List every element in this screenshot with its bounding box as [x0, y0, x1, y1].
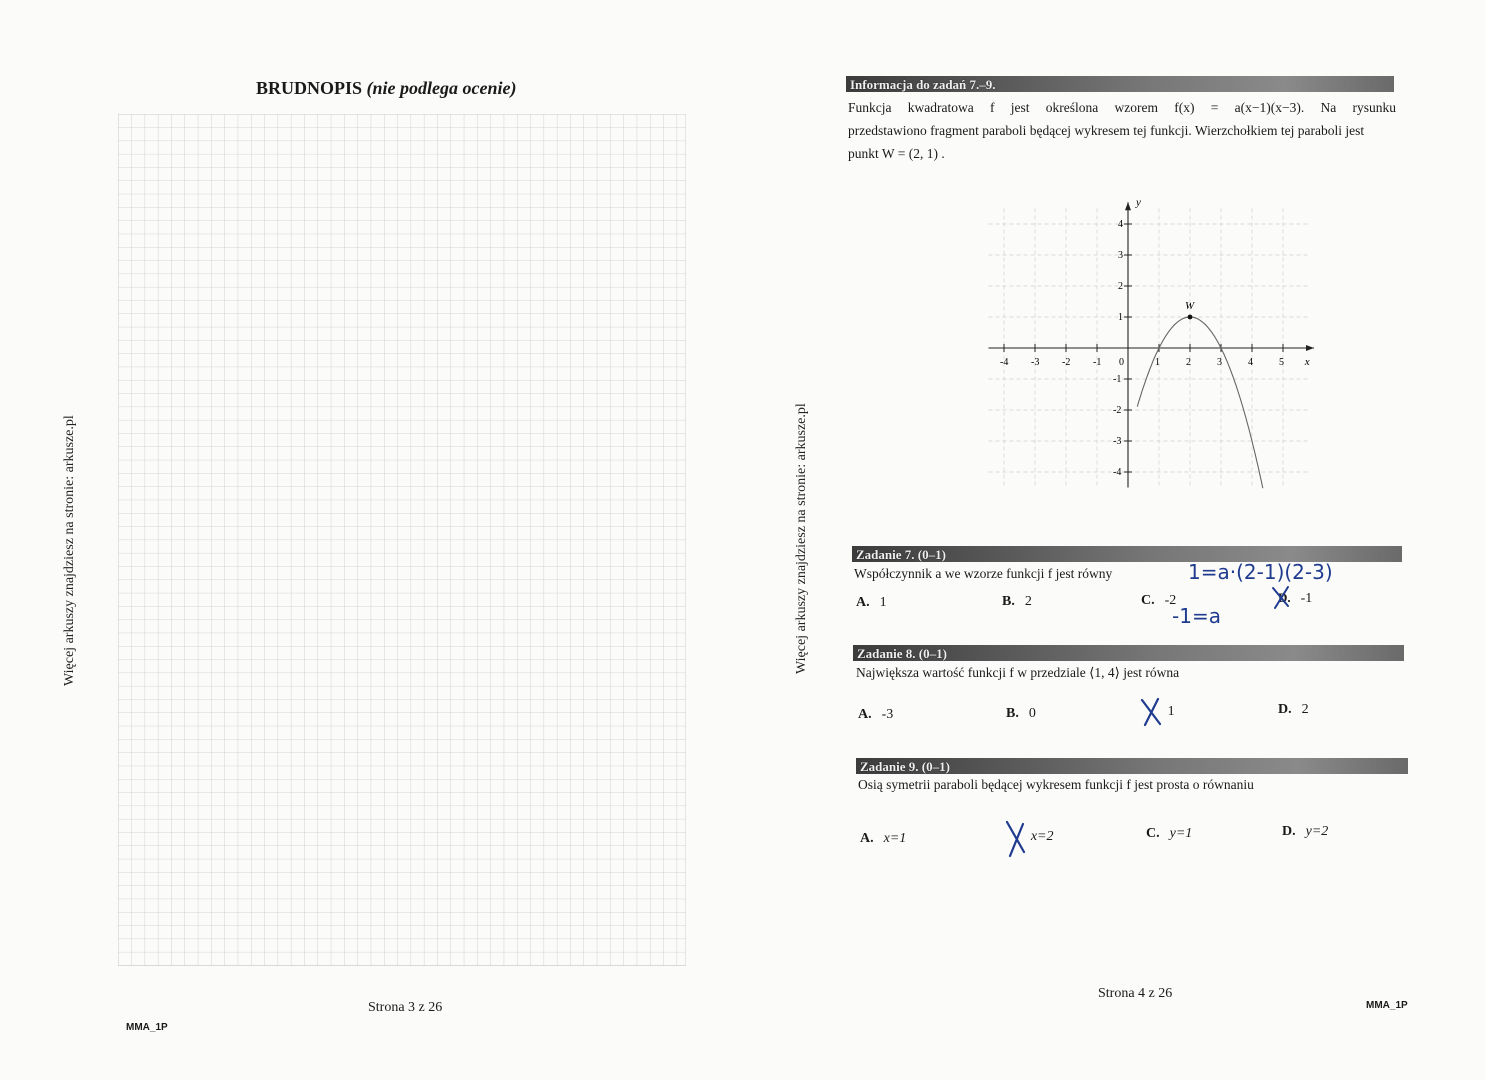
task8-option-d[interactable] [1278, 702, 1309, 718]
task9-option-a-letter: A. [860, 831, 874, 846]
task9-option-b-value: x=2 [1030, 829, 1054, 844]
task7-answer-mark [1270, 584, 1292, 610]
y-axis-label: y [1136, 196, 1141, 209]
right-side-note: Więcej arkuszy znajdziesz na stronie: arkusze.pl [794, 403, 809, 674]
task8-header: Zadanie 8. (0–1) [857, 646, 947, 661]
task7-option-c-value: -2 [1164, 593, 1177, 608]
task8-option-c-value: 1 [1167, 704, 1175, 719]
task7-option-b[interactable] [1002, 594, 1032, 610]
info-header-bar [846, 76, 1394, 92]
x-tick-label: 4 [1248, 357, 1253, 368]
task7-option-b-value: 2 [1024, 594, 1032, 609]
task8-option-a[interactable] [858, 707, 893, 723]
scratch-grid [118, 114, 686, 966]
task9-header: Zadanie 9. (0–1) [860, 759, 950, 774]
left-side-note: Więcej arkuszy znajdziesz na stronie: arkusze.pl [62, 415, 77, 686]
parabola-graph [980, 190, 1330, 502]
task7-option-a[interactable] [856, 595, 887, 611]
task9-option-a-value: x=1 [883, 831, 907, 846]
y-tick-label: 3 [1118, 250, 1123, 261]
task7-option-a-letter: A. [856, 595, 870, 610]
x-axis-label: x [1304, 356, 1310, 368]
task9-option-d-value: y=2 [1305, 824, 1329, 839]
task7-option-a-value: 1 [879, 595, 887, 610]
y-tick-label: 4 [1118, 219, 1123, 230]
vertex-label: W [1185, 300, 1195, 312]
parabola-curve [1137, 317, 1263, 488]
task7-option-b-letter: B. [1002, 594, 1015, 609]
task9-option-a[interactable] [860, 831, 906, 847]
task8-option-b-letter: B. [1006, 706, 1019, 721]
info-text [848, 96, 1396, 165]
right-page-number: Strona 4 z 26 [1098, 986, 1173, 1001]
task7-handwriting-2: -1=a [1172, 604, 1221, 628]
task8-question: Największa wartość funkcji f w przedziale ⟨1, 4⟩ jest równa [856, 665, 1180, 680]
task9-answer-mark [1002, 818, 1028, 858]
left-page-code: MMA_1P [126, 1022, 168, 1033]
y-tick-label: -4 [1113, 467, 1122, 478]
x-tick-label: -2 [1062, 357, 1071, 368]
y-tick-label: 2 [1118, 281, 1123, 292]
task8-header-bar [853, 645, 1404, 661]
task9-option-d[interactable] [1282, 824, 1328, 840]
x-tick-label: 5 [1279, 357, 1284, 368]
vertex-point [1188, 315, 1193, 320]
info-text-line-1: Funkcja kwadratowa f jest określona wzorem f(x) = a(x−1)(x−3). Na rysunku [848, 100, 1396, 115]
task9-option-c-letter: C. [1146, 826, 1160, 841]
info-text-line-2: przedstawiono fragment paraboli będącej wykresem tej funkcji. Wierzchołkiem tej paraboli jest [848, 123, 1365, 138]
scratch-title-main: BRUDNOPIS [256, 78, 363, 98]
x-tick-label: 3 [1217, 357, 1222, 368]
x-tick-label: 2 [1186, 357, 1191, 368]
task9-option-c-value: y=1 [1169, 826, 1193, 841]
y-tick-label: -3 [1113, 436, 1122, 447]
task7-option-d-letter: D. [1278, 590, 1291, 605]
y-tick-label: 1 [1118, 312, 1123, 323]
task8-option-a-letter: A. [858, 707, 872, 722]
y-tick-label: -1 [1113, 374, 1122, 385]
task7-question: Współczynnik a we wzorze funkcji f jest równy [854, 566, 1113, 581]
x-axis-arrow [1306, 345, 1314, 351]
x-tick-label: -4 [1000, 357, 1009, 368]
right-page-code: MMA_1P [1366, 1000, 1408, 1011]
scratch-title-note: (nie podlega ocenie) [366, 78, 517, 98]
task9-option-c[interactable] [1146, 826, 1192, 842]
y-axis-arrow [1125, 202, 1131, 210]
graph-axes [989, 202, 1315, 487]
task7-option-d-value: -1 [1300, 591, 1313, 606]
left-page-number: Strona 3 z 26 [368, 1000, 443, 1015]
x-tick-label: 1 [1155, 357, 1160, 368]
x-tick-label: -3 [1031, 357, 1040, 368]
task7-option-c[interactable] [1141, 593, 1176, 609]
info-text-line-3: punkt W = (2, 1) . [848, 146, 945, 161]
task7-option-c-letter: C. [1141, 593, 1155, 608]
task8-option-d-letter: D. [1278, 702, 1292, 717]
task8-answer-mark [1138, 696, 1164, 728]
task8-option-b-value: 0 [1028, 706, 1036, 721]
task9-question: Osią symetrii paraboli będącej wykresem funkcji f jest prosta o równaniu [858, 777, 1254, 792]
y-tick-label: -2 [1113, 405, 1122, 416]
task7-header: Zadanie 7. (0–1) [856, 547, 946, 562]
task8-option-a-value: -3 [881, 707, 894, 722]
x-tick-label: -1 [1093, 357, 1102, 368]
info-header: Informacja do zadań 7.–9. [850, 77, 996, 92]
task8-option-b[interactable] [1006, 706, 1036, 722]
task8-option-d-value: 2 [1301, 702, 1309, 717]
origin-label: 0 [1119, 357, 1124, 368]
task9-header-bar [856, 758, 1408, 774]
task9-option-d-letter: D. [1282, 824, 1296, 839]
scratch-title [256, 78, 516, 99]
task7-handwriting-1: 1=a·(2-1)(2-3) [1188, 560, 1333, 584]
